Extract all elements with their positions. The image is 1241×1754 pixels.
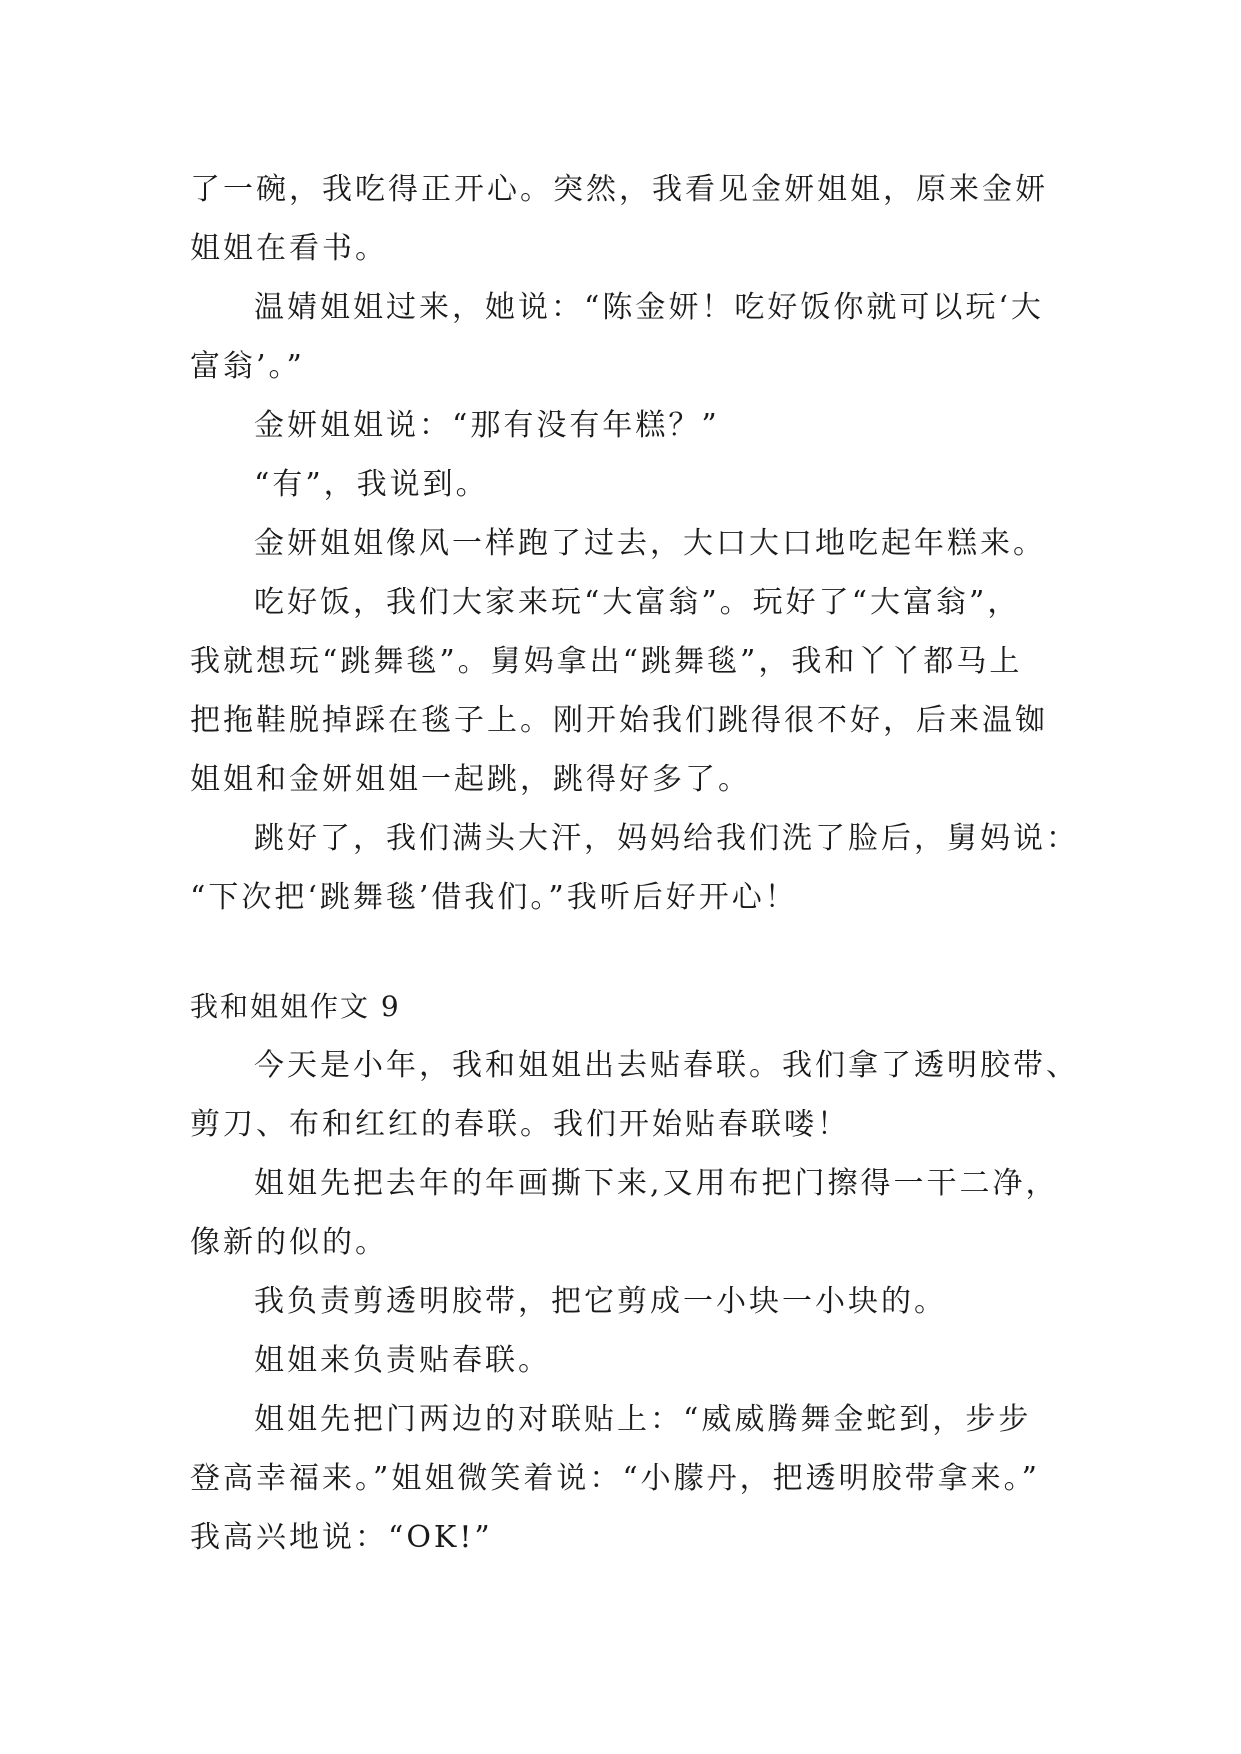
text-line: 姐姐在看书。 (190, 231, 388, 266)
section-title: 我和姐姐作文 9 (190, 990, 401, 1023)
text-line: 了一碗，我吃得正开心。突然，我看见金妍姐姐，原来金妍 (190, 172, 1048, 207)
text-line: 今天是小年，我和姐姐出去贴春联。我们拿了透明胶带、 (254, 1048, 1079, 1083)
text-line: 温婧姐姐过来，她说：“陈金妍！吃好饭你就可以玩‘大 (254, 290, 1044, 325)
text-line: 姐姐和金妍姐姐一起跳，跳得好多了。 (190, 762, 751, 797)
text-line: 姐姐来负责贴春联。 (254, 1343, 551, 1378)
text-line: 剪刀、布和红红的春联。我们开始贴春联喽！ (190, 1107, 850, 1142)
text-line: “下次把‘跳舞毯’借我们。”我听后好开心！ (190, 880, 798, 915)
text-line: 我高兴地说：“OK!” (190, 1520, 493, 1555)
text-line: 我就想玩“跳舞毯”。舅妈拿出“跳舞毯”，我和丫丫都马上 (190, 644, 1023, 679)
section-gap (190, 927, 1055, 977)
text-line: 跳好了，我们满头大汗，妈妈给我们洗了脸后，舅妈说： (254, 821, 1079, 856)
text-line: 吃好饭，我们大家来玩“大富翁”。玩好了“大富翁”， (254, 585, 1021, 620)
document-body (190, 160, 1079, 1567)
text-line: 金妍姐姐说：“那有没有年糕？” (254, 408, 720, 443)
text-line: 登高幸福来。”姐姐微笑着说：“小朦丹，把透明胶带拿来。” (190, 1461, 1041, 1496)
text-line: 我负责剪透明胶带，把它剪成一小块一小块的。 (254, 1284, 947, 1319)
text-line: 富翁’。” (190, 349, 305, 384)
text-line: 姐姐先把门两边的对联贴上：“威威腾舞金蛇到，步步 (254, 1402, 1032, 1437)
text-line: 金妍姐姐像风一样跑了过去，大口大口地吃起年糕来。 (254, 526, 1046, 561)
text-line: 把拖鞋脱掉踩在毯子上。刚开始我们跳得很不好，后来温铷 (190, 703, 1048, 738)
text-line: 像新的似的。 (190, 1225, 388, 1260)
text-line: “有”，我说到。 (254, 467, 489, 502)
text-line: 姐姐先把去年的年画撕下来,又用布把门擦得一干二净， (254, 1166, 1059, 1201)
